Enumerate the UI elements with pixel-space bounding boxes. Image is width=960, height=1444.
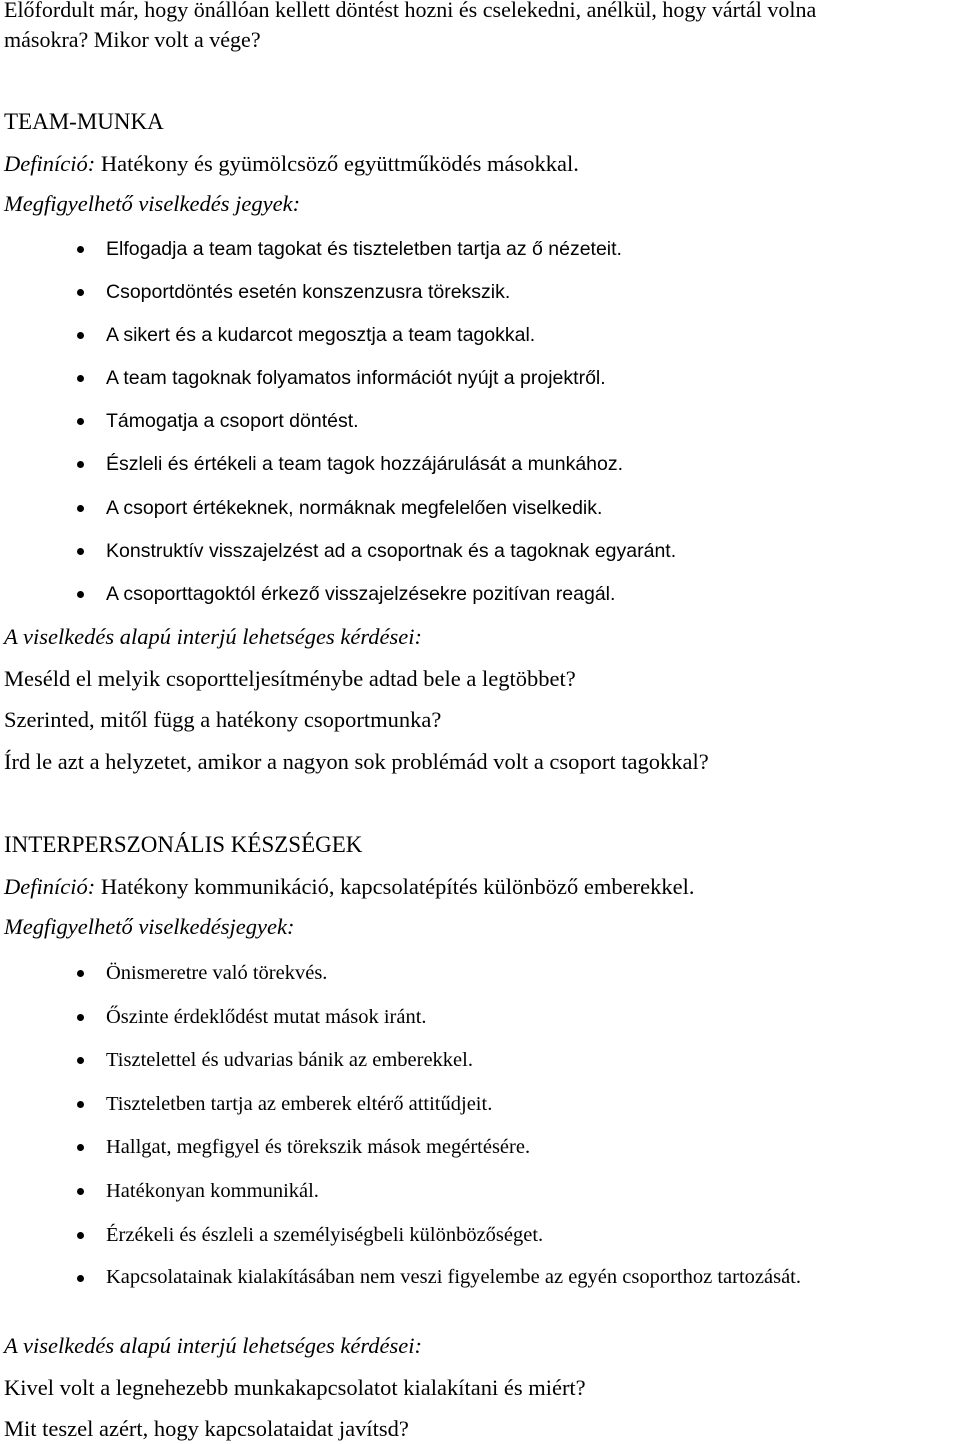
list-item-text: A csoporttagoktól érkező visszajelzésekre pozitívan reagál. (106, 582, 616, 605)
list-item (0, 1132, 956, 1176)
list-item (0, 1176, 956, 1220)
list-item-text: Konstruktív visszajelzést ad a csoportnak és a tagoknak egyaránt. (106, 539, 677, 562)
list-item (0, 958, 956, 1002)
list-item (0, 1002, 956, 1046)
bullet-icon (77, 1144, 84, 1151)
interpersonal-behavior-list (0, 958, 956, 1323)
list-item (0, 1263, 956, 1323)
bullet-icon (77, 1188, 84, 1195)
list-item-text: Csoportdöntés esetén konszenzusra törekszik. (106, 281, 511, 304)
list-item-text: Érzékeli és észleli a személyiségbeli különbözőséget. (106, 1223, 544, 1246)
list-item (0, 319, 956, 362)
list-item-text: Kapcsolatainak kialakításában nem veszi figyelembe az egyén csoporthoz tartozását. (106, 1266, 801, 1289)
bullet-icon (77, 246, 84, 253)
teamwork-question-2: Szerinted, mitől függ a hatékony csoportmunka? (4, 707, 442, 732)
bullet-icon (77, 1057, 84, 1064)
list-item-text: Elfogadja a team tagokat és tiszteletben tartja az ő nézeteit. (106, 238, 622, 260)
teamwork-definition (4, 152, 579, 176)
bullet-icon (77, 1232, 84, 1239)
list-item-text: A csoport értékeknek, normáknak megfelelően viselkedik. (106, 496, 603, 519)
section-heading-interpersonal: INTERPERSZONÁLIS KÉSZSÉGEK (4, 832, 363, 857)
interpersonal-questions-label: A viselkedés alapú interjú lehetséges kérdései: (4, 1333, 422, 1358)
list-item-text: Önismeretre való törekvés. (106, 962, 328, 984)
list-item-text: Tiszteletben tartja az emberek eltérő attitűdjeit. (106, 1092, 493, 1115)
teamwork-question-3: Írd le azt a helyzetet, amikor a nagyon sok problémád volt a csoport tagokkal? (4, 749, 709, 774)
bullet-icon (77, 461, 84, 468)
interpersonal-question-2: Mit teszel azért, hogy kapcsolataidat javítsd? (4, 1416, 409, 1441)
bullet-icon (77, 548, 84, 555)
list-item-text: Őszinte érdeklődést mutat mások iránt. (106, 1005, 427, 1028)
list-item (0, 276, 956, 319)
list-item-text: Észleli és értékeli a team tagok hozzájárulását a munkához. (106, 453, 624, 476)
bullet-icon (77, 1101, 84, 1108)
definition-text: Hatékony kommunikáció, kapcsolatépítés különböző emberekkel. (95, 874, 695, 899)
list-item (0, 233, 956, 276)
list-item-text: Hallgat, megfigyel és törekszik mások megértésére. (106, 1136, 531, 1159)
teamwork-question-1: Meséld el melyik csoportteljesítménybe adtad bele a legtöbbet? (4, 666, 576, 691)
list-item (0, 362, 956, 405)
definition-label: Definíció: (4, 874, 96, 899)
teamwork-behavior-list (0, 233, 956, 621)
definition-label: Definíció: (4, 151, 96, 176)
list-item (0, 1220, 956, 1264)
list-item-text: A team tagoknak folyamatos információt nyújt a projektről. (106, 367, 606, 390)
list-item (0, 405, 956, 448)
list-item (0, 492, 956, 535)
list-item-text: A sikert és a kudarcot megosztja a team tagokkal. (106, 324, 536, 347)
list-item (0, 578, 956, 621)
bullet-icon (77, 1275, 84, 1282)
teamwork-questions-label: A viselkedés alapú interjú lehetséges kérdései: (4, 624, 422, 649)
list-item (0, 448, 956, 491)
bullet-icon (77, 1014, 84, 1021)
list-item-text: Tisztelettel és udvarias bánik az emberekkel. (106, 1049, 473, 1072)
bullet-icon (77, 505, 84, 512)
section-heading-teamwork: TEAM-MUNKA (4, 109, 164, 134)
bullet-icon (77, 591, 84, 598)
intro-line-1: Előfordult már, hogy önállóan kellett döntést hozni és cselekedni, anélkül, hogy vártál volna (4, 0, 817, 22)
list-item (0, 1045, 956, 1089)
list-item-text: Hatékonyan kommunikál. (106, 1179, 319, 1202)
bullet-icon (77, 418, 84, 425)
interpersonal-definition (4, 875, 694, 899)
bullet-icon (77, 375, 84, 382)
bullet-icon (77, 332, 84, 339)
definition-text: Hatékony és gyümölcsöző együttműködés másokkal. (95, 151, 579, 176)
intro-line-2: másokra? Mikor volt a vége? (4, 27, 261, 52)
bullet-icon (77, 289, 84, 296)
interpersonal-behavior-label: Megfigyelhető viselkedésjegyek: (4, 914, 295, 939)
list-item (0, 535, 956, 578)
list-item (0, 1089, 956, 1133)
teamwork-behavior-label: Megfigyelhető viselkedés jegyek: (4, 191, 301, 216)
list-item-text: Támogatja a csoport döntést. (106, 410, 359, 433)
interpersonal-question-1: Kivel volt a legnehezebb munkakapcsolatot kialakítani és miért? (4, 1375, 586, 1400)
bullet-icon (77, 970, 84, 977)
